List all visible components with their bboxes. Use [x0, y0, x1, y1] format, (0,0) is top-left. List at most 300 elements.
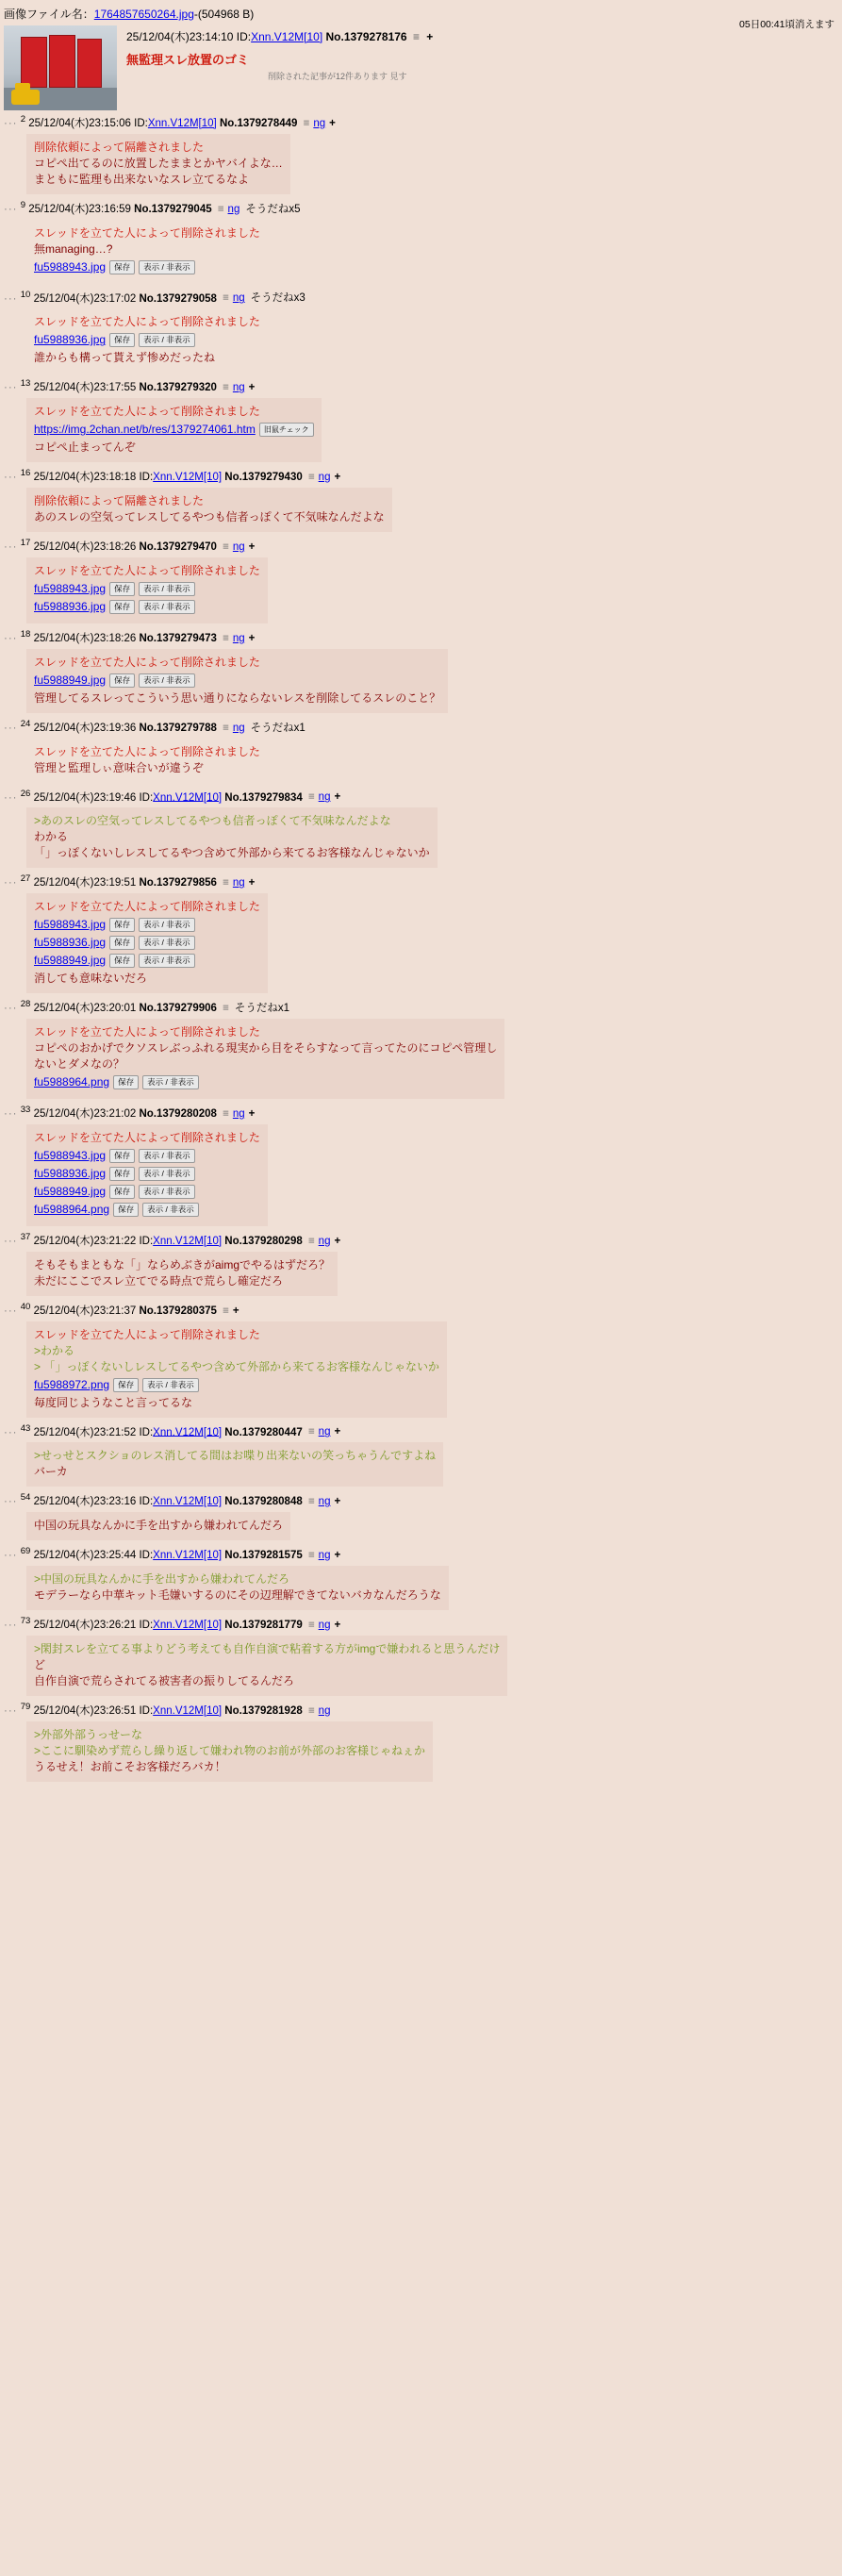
post-number[interactable]: No.1379279856 [139, 877, 217, 889]
deleted-notice-line: スレッドを立てた人によって削除されました [34, 1130, 260, 1144]
save-button[interactable]: 保存 [113, 1378, 139, 1392]
post [0, 534, 842, 625]
post-text-line: 誰からも構って貰えず惨めだったね [34, 351, 216, 365]
post-id-label: ID: [139, 1550, 154, 1562]
post-dots: ··· [4, 1107, 18, 1120]
post-ng-link[interactable]: ng [318, 1550, 331, 1562]
post-link-row [34, 422, 314, 438]
post-number[interactable]: No.1379279473 [139, 632, 217, 644]
post [0, 1298, 842, 1420]
post-number[interactable]: No.1379280208 [139, 1107, 217, 1120]
attachment-link[interactable]: fu5988936.jpg [34, 599, 107, 613]
post-number[interactable]: No.1379278449 [219, 117, 298, 129]
deleted-notice-line: 削除依頼によって隔離されました [34, 140, 205, 154]
post-index: 69 [20, 1546, 31, 1557]
post-timestamp: 25/12/04(木)23:21:22 [33, 1235, 137, 1247]
post-menu-icon[interactable]: ≡ [307, 791, 315, 804]
post [0, 625, 842, 715]
post-id-link[interactable]: Xnn.V12M[10] [153, 1619, 223, 1631]
post-number[interactable]: No.1379279320 [139, 382, 217, 394]
post-expand-icon[interactable]: + [334, 1235, 341, 1247]
post-id-link[interactable]: Xnn.V12M[10] [153, 1550, 223, 1562]
post-body [26, 398, 322, 462]
post-text-line: 無managing…? [34, 241, 113, 256]
op-number[interactable]: No.1379278176 [325, 30, 407, 43]
post-dots: ··· [4, 632, 18, 644]
post-timestamp: 25/12/04(木)23:19:51 [33, 877, 137, 889]
post-body [26, 1321, 447, 1418]
post-ng-link[interactable]: ng [232, 292, 245, 305]
image-file-line [0, 4, 842, 24]
save-button[interactable]: 保存 [109, 600, 135, 614]
toggle-visibility-button[interactable]: 表示 / 非表示 [142, 1203, 199, 1217]
post-expand-icon[interactable]: + [334, 472, 341, 484]
attachment-row [34, 953, 260, 969]
post-timestamp: 25/12/04(木)23:21:02 [33, 1107, 137, 1120]
post-dots: ··· [4, 1305, 18, 1317]
attachment-link[interactable]: fu5988943.jpg [34, 1148, 107, 1162]
post-menu-icon[interactable]: ≡ [307, 1235, 315, 1247]
attachment-link[interactable]: fu5988936.jpg [34, 1166, 107, 1180]
post-dots: ··· [4, 292, 18, 305]
post-id-link[interactable]: Xnn.V12M[10] [147, 117, 217, 129]
deleted-notice-line: スレッドを立てた人によって削除されました [34, 563, 260, 577]
post-body [26, 807, 438, 868]
post-index: 73 [20, 1616, 31, 1627]
op-expand-icon[interactable]: + [426, 30, 434, 43]
toggle-visibility-button[interactable]: 表示 / 非表示 [139, 1185, 195, 1199]
post-header [4, 112, 842, 131]
post-timestamp: 25/12/04(木)23:21:52 [33, 1426, 137, 1438]
post-id-link[interactable]: Xnn.V12M[10] [153, 791, 223, 804]
op-post [0, 24, 842, 110]
post-menu-icon[interactable]: ≡ [307, 1704, 315, 1717]
post-index: 16 [20, 468, 31, 479]
save-button[interactable]: 保存 [109, 1149, 135, 1163]
post-header [4, 1614, 842, 1633]
post-menu-icon[interactable]: ≡ [223, 292, 229, 305]
post-number[interactable]: No.1379279058 [139, 292, 217, 305]
post-index: 27 [20, 873, 31, 885]
post-number[interactable]: No.1379280447 [224, 1426, 303, 1438]
post-body [26, 1512, 290, 1540]
post [0, 464, 842, 534]
post-index: 79 [20, 1701, 31, 1712]
post-text-line: ないとダメなの？ [34, 1057, 125, 1072]
post-number[interactable]: No.1379280298 [224, 1235, 303, 1247]
toggle-visibility-button[interactable]: 表示 / 非表示 [142, 1075, 199, 1089]
post-menu-icon[interactable]: ≡ [303, 117, 310, 129]
attachment-row [34, 935, 260, 951]
attachment-row [34, 1184, 260, 1200]
post-body [26, 308, 268, 373]
attachment-row [34, 259, 260, 275]
post-expand-icon[interactable]: + [248, 540, 256, 553]
deleted-notice-line: スレッドを立てた人によって削除されました [34, 315, 260, 329]
quote-line: >わかる [34, 1343, 75, 1357]
post-number[interactable]: No.1379279834 [224, 791, 303, 804]
deleted-notice-line: スレッドを立てた人によって削除されました [34, 405, 260, 419]
attachment-link[interactable]: fu5988943.jpg [34, 918, 107, 932]
post-sodane-count: そうだねx1 [250, 722, 305, 734]
post [0, 110, 842, 196]
post-menu-icon[interactable]: ≡ [307, 1550, 315, 1562]
post-body [26, 739, 268, 783]
deleted-notice: 削除された記事が12件あります 見す [268, 72, 407, 81]
post-expand-icon[interactable]: + [334, 1619, 341, 1631]
file-size: -(504968 B) [193, 8, 255, 21]
toggle-visibility-button[interactable]: 表示 / 非表示 [139, 918, 195, 932]
save-button[interactable]: 保存 [109, 582, 135, 596]
post-ng-link[interactable]: ng [232, 632, 245, 644]
deleted-notice-line: スレッドを立てた人によって削除されました [34, 655, 260, 669]
post-menu-icon[interactable]: ≡ [217, 203, 224, 215]
toggle-visibility-button[interactable]: 表示 / 非表示 [139, 600, 195, 614]
post-index: 17 [20, 538, 31, 549]
post-text-line: 毎度同じようなこと言ってるな [34, 1395, 193, 1409]
post-text-line: 中国の玩具なんかに手を出すから嫌われてんだろ [34, 1519, 284, 1533]
image-file-link[interactable]: 1764857650264.jpg [93, 8, 194, 21]
attachment-link[interactable]: fu5988949.jpg [34, 954, 107, 968]
save-button[interactable]: 保存 [109, 673, 135, 688]
post-expand-icon[interactable]: + [248, 382, 256, 394]
deleted-notice-line: スレッドを立てた人によって削除されました [34, 1327, 260, 1341]
post-timestamp: 25/12/04(木)23:17:02 [33, 292, 137, 305]
op-menu-icon[interactable]: ≡ [412, 30, 420, 43]
deleted-notice-line: 削除依頼によって隔離されました [34, 494, 205, 508]
post-body [26, 488, 392, 532]
post-text-line: コピペ止まってんぞ [34, 440, 136, 455]
post-menu-icon[interactable]: ≡ [223, 877, 229, 889]
toggle-visibility-button[interactable]: 表示 / 非表示 [139, 936, 195, 950]
post [0, 1488, 842, 1542]
post-timestamp: 25/12/04(木)23:19:36 [33, 722, 137, 734]
post-expand-icon[interactable]: + [248, 877, 256, 889]
post-id-label: ID: [139, 1704, 154, 1717]
post-number[interactable]: No.1379279470 [139, 540, 217, 553]
post [0, 196, 842, 286]
post-menu-icon[interactable]: ≡ [307, 1426, 315, 1438]
post-dots: ··· [4, 1550, 18, 1562]
post-dots: ··· [4, 1496, 18, 1508]
post-external-link[interactable]: https://img.2chan.net/b/res/1379274061.htm [34, 423, 256, 437]
toggle-visibility-button[interactable]: 表示 / 非表示 [139, 260, 195, 274]
post-ng-link[interactable]: ng [318, 1426, 331, 1438]
post [0, 995, 842, 1101]
post-header [4, 872, 842, 890]
post-index: 28 [20, 999, 31, 1010]
post [0, 1420, 842, 1489]
post-number[interactable]: No.1379279788 [139, 722, 217, 734]
attachment-row [34, 917, 260, 933]
post-list [0, 110, 842, 1784]
post-text-line: ど [34, 1657, 46, 1671]
post-number[interactable]: No.1379280848 [224, 1496, 303, 1508]
save-button[interactable]: 保存 [109, 918, 135, 932]
post-id-label: ID: [139, 472, 154, 484]
post-ng-link[interactable]: ng [318, 1704, 331, 1717]
toggle-visibility-button[interactable]: 表示 / 非表示 [139, 954, 195, 968]
post-number[interactable]: No.1379279045 [134, 203, 212, 215]
post-header [4, 717, 842, 736]
post-text-line: そもそもまともな「」ならめぶきがaimgでやるはずだろ？ [34, 1257, 331, 1271]
save-button[interactable]: 保存 [109, 260, 135, 274]
post-id-label: ID: [139, 791, 154, 804]
quote-line: >中国の玩具なんかに手を出すから嫌われてんだろ [34, 1572, 290, 1587]
post-timestamp: 25/12/04(木)23:26:51 [33, 1704, 137, 1717]
post [0, 286, 842, 375]
post-expand-icon[interactable]: + [334, 1426, 341, 1438]
post-text-line: コピペのおかげでクソスレぶっふれる現実から目をそらすなって言ってたのにコピペ管理し [34, 1041, 498, 1055]
post-menu-icon[interactable]: ≡ [223, 722, 229, 734]
post-dots: ··· [4, 1619, 18, 1631]
post-body [26, 1636, 507, 1696]
thread-subject: 無監理スレ放置のゴミ [126, 53, 250, 67]
post-text-line: モデラーなら中華キット毛嫌いするのにその辺理解できてないバカなんだろうな [34, 1588, 441, 1603]
post-menu-icon[interactable]: ≡ [307, 1496, 315, 1508]
post-header [4, 466, 842, 485]
post-dots: ··· [4, 203, 18, 215]
toggle-visibility-button[interactable]: 表示 / 非表示 [139, 582, 195, 596]
post-header [4, 1490, 842, 1509]
attachment-link[interactable]: fu5988943.jpg [34, 581, 107, 595]
post-text-line: コピペ出てるのに放置したままとかヤバイよな… [34, 156, 283, 170]
toggle-visibility-button[interactable]: 表示 / 非表示 [139, 1167, 195, 1181]
save-button[interactable]: 保存 [109, 936, 135, 950]
post-number[interactable]: No.1379279430 [224, 472, 303, 484]
post [0, 715, 842, 785]
post-id-link[interactable]: Xnn.V12M[10] [153, 1235, 223, 1247]
save-button[interactable]: 保存 [113, 1203, 139, 1217]
attachment-row [34, 332, 260, 348]
post-ng-link[interactable]: ng [232, 382, 245, 394]
deleted-notice-line: スレッドを立てた人によって削除されました [34, 225, 260, 240]
post-body [26, 893, 268, 993]
post-timestamp: 25/12/04(木)23:25:44 [33, 1550, 137, 1562]
post-ng-link[interactable]: ng [232, 1107, 245, 1120]
post-header [4, 198, 842, 217]
quote-line: >せっせとスクショのレス消してる間はお喋り出来ないの笑っちゃうんですよね [34, 1449, 437, 1463]
post-body [26, 1721, 433, 1782]
deleted-notice-line: スレッドを立てた人によって削除されました [34, 744, 260, 758]
post-header [4, 1544, 842, 1563]
post-body [26, 557, 268, 623]
attachment-link[interactable]: fu5988964.png [34, 1075, 110, 1089]
post-index: 2 [20, 114, 26, 125]
post-ng-link[interactable]: ng [227, 203, 240, 215]
post-header [4, 997, 842, 1016]
post-number[interactable]: No.1379281928 [224, 1704, 303, 1717]
file-label: 画像ファイル名： [4, 8, 94, 21]
post-header [4, 1103, 842, 1122]
post-dots: ··· [4, 722, 18, 734]
post-id-label: ID: [139, 1619, 154, 1631]
post [0, 1542, 842, 1612]
post-body [26, 1124, 268, 1226]
post-id-label: ID: [139, 1426, 154, 1438]
post-header [4, 1700, 842, 1719]
post-number[interactable]: No.1379280375 [139, 1305, 217, 1317]
post-dots: ··· [4, 791, 18, 804]
post-timestamp: 25/12/04(木)23:17:55 [33, 382, 137, 394]
post-sodane-count: そうだねx1 [234, 1003, 290, 1015]
post-index: 43 [20, 1422, 31, 1434]
post-body [26, 649, 448, 713]
attachment-link[interactable]: fu5988949.jpg [34, 673, 107, 687]
post-timestamp: 25/12/04(木)23:21:37 [33, 1305, 137, 1317]
attachment-link[interactable]: fu5988949.jpg [34, 1184, 107, 1198]
post-number[interactable]: No.1379281779 [224, 1619, 303, 1631]
post-timestamp: 25/12/04(木)23:19:46 [33, 791, 137, 804]
toggle-visibility-button[interactable]: 表示 / 非表示 [139, 1149, 195, 1163]
post-header [4, 536, 842, 555]
post-index: 10 [20, 289, 31, 300]
post-id-link[interactable]: Xnn.V12M[10] [153, 1704, 223, 1717]
post-text-line: 未だにここでスレ立てでる時点で荒らし確定だろ [34, 1273, 284, 1288]
post-id-label: ID: [139, 1235, 154, 1247]
post-menu-icon[interactable]: ≡ [223, 540, 229, 553]
post-ng-link[interactable]: ng [318, 1619, 331, 1631]
post-dots: ··· [4, 1003, 18, 1015]
attachment-link[interactable]: fu5988936.jpg [34, 333, 107, 347]
op-thumbnail[interactable] [4, 25, 117, 110]
post-timestamp: 25/12/04(木)23:20:01 [33, 1003, 137, 1015]
post-menu-icon[interactable]: ≡ [307, 472, 315, 484]
quote-line: >外部外部うっせーな [34, 1727, 143, 1741]
post-ng-link[interactable]: ng [313, 117, 326, 129]
post-header [4, 787, 842, 806]
post-ng-link[interactable]: ng [318, 1496, 331, 1508]
quote-line: > 「」っぽくないしレスしてるやつ含めて外部から来てるお客様なんじゃないか [34, 1359, 439, 1373]
post-header [4, 288, 842, 307]
attachment-link[interactable]: fu5988943.jpg [34, 259, 107, 274]
post-body [26, 134, 290, 194]
post-index: 9 [20, 199, 26, 210]
post-expand-icon[interactable]: + [232, 1305, 239, 1317]
post-index: 33 [20, 1105, 31, 1116]
post-index: 37 [20, 1231, 31, 1242]
post-dots: ··· [4, 472, 18, 484]
post-timestamp: 25/12/04(木)23:18:18 [33, 472, 137, 484]
post-sodane-count: そうだねx3 [250, 292, 305, 305]
post-ng-link[interactable]: ng [318, 472, 331, 484]
post-body [26, 220, 268, 284]
post-id-link[interactable]: Xnn.V12M[10] [153, 1496, 223, 1508]
attachment-link[interactable]: fu5988972.png [34, 1377, 110, 1391]
post-index: 26 [20, 788, 31, 799]
post-id-label: ID: [134, 117, 148, 129]
attachment-row [34, 673, 440, 689]
post-ng-link[interactable]: ng [318, 1235, 331, 1247]
attachment-row [34, 1377, 439, 1393]
deleted-notice-line: スレッドを立てた人によって削除されました [34, 900, 260, 914]
post-body [26, 1019, 504, 1099]
post [0, 1101, 842, 1228]
post-text-line: 管理してるスレってこういう思い通りにならないレスを削除してるスレのこと？ [34, 690, 441, 705]
post-index: 54 [20, 1492, 31, 1504]
post-expand-icon[interactable]: + [248, 1107, 256, 1120]
post-expand-icon[interactable]: + [329, 117, 336, 129]
save-button[interactable]: 保存 [109, 1167, 135, 1181]
expire-note: 05日00:41頃消えます [739, 19, 834, 30]
post-menu-icon[interactable]: ≡ [223, 1003, 229, 1015]
save-button[interactable]: 保存 [109, 333, 135, 347]
post-dots: ··· [4, 382, 18, 394]
post-dots: ··· [4, 877, 18, 889]
op-id-link[interactable]: Xnn.V12M[10] [251, 30, 323, 43]
post-text-line: わかる [34, 830, 69, 844]
post-expand-icon[interactable]: + [334, 791, 341, 804]
post [0, 870, 842, 995]
quote-line: >あのスレの空気ってレスしてるやつも信者っぽくて不気味なんだよな [34, 814, 391, 828]
attachment-row [34, 1166, 260, 1182]
post-ng-link[interactable]: ng [232, 722, 245, 734]
op-id-label: ID: [236, 30, 252, 43]
deleted-notice-line: スレッドを立てた人によって削除されました [34, 1025, 260, 1039]
post-ng-link[interactable]: ng [232, 540, 245, 553]
attachment-row [34, 1074, 497, 1090]
op-header [126, 25, 838, 44]
post-menu-icon[interactable]: ≡ [223, 632, 229, 644]
post [0, 1612, 842, 1698]
post-ng-link[interactable]: ng [232, 877, 245, 889]
post-dots: ··· [4, 1426, 18, 1438]
toggle-visibility-button[interactable]: 表示 / 非表示 [142, 1378, 199, 1392]
post-number[interactable]: No.1379281575 [224, 1550, 303, 1562]
op-timestamp: 25/12/04(木)23:14:10 [126, 30, 234, 43]
post-id-label: ID: [139, 1496, 154, 1508]
post-expand-icon[interactable]: + [334, 1496, 341, 1508]
post-text-line: 自作自演で荒らされてる被害者の振りしてるんだろ [34, 1673, 295, 1687]
post-text-line: バーカ [34, 1465, 68, 1479]
post-index: 13 [20, 378, 31, 390]
toggle-visibility-button[interactable]: 表示 / 非表示 [139, 333, 195, 347]
post-menu-icon[interactable]: ≡ [223, 382, 229, 394]
post-ng-link[interactable]: ng [318, 791, 331, 804]
post-header [4, 1300, 842, 1319]
post-timestamp: 25/12/04(木)23:18:26 [33, 632, 137, 644]
attachment-link[interactable]: fu5988964.png [34, 1202, 110, 1216]
attachment-row [34, 1148, 260, 1164]
post-expand-icon[interactable]: + [334, 1550, 341, 1562]
quote-line: >ここに馴染めず荒らし繰り返して嫌われ物のお前が外部のお客様じゃねぇか [34, 1743, 426, 1757]
post-text-line: 「」っぽくないしレスしてるやつ含めて外部から来てるお客様なんじゃないか [34, 846, 430, 860]
post-header [4, 1421, 842, 1440]
post-body [26, 1252, 338, 1296]
post-timestamp: 25/12/04(木)23:23:16 [33, 1496, 137, 1508]
post-timestamp: 25/12/04(木)23:15:06 [28, 117, 131, 129]
post-dots: ··· [4, 1704, 18, 1717]
post-id-link[interactable]: Xnn.V12M[10] [153, 1426, 223, 1438]
post-expand-icon[interactable]: + [248, 632, 256, 644]
save-button[interactable]: 保存 [109, 1185, 135, 1199]
post [0, 374, 842, 464]
post-header [4, 1230, 842, 1249]
post-dots: ··· [4, 1235, 18, 1247]
save-button[interactable]: 保存 [109, 954, 135, 968]
post-text-line: うるせえ！お前こそお客様だろバカ！ [34, 1759, 226, 1773]
post-menu-icon[interactable]: ≡ [223, 1305, 229, 1317]
post-number[interactable]: No.1379279906 [139, 1003, 217, 1015]
post-id-link[interactable]: Xnn.V12M[10] [153, 472, 223, 484]
post-menu-icon[interactable]: ≡ [223, 1107, 229, 1120]
toggle-visibility-button[interactable]: 表示 / 非表示 [139, 673, 195, 688]
save-button[interactable]: 保存 [113, 1075, 139, 1089]
link-check-button[interactable]: 旧鼠チェック [259, 423, 314, 437]
post-index: 24 [20, 718, 31, 729]
post-menu-icon[interactable]: ≡ [307, 1619, 315, 1631]
attachment-link[interactable]: fu5988936.jpg [34, 936, 107, 950]
